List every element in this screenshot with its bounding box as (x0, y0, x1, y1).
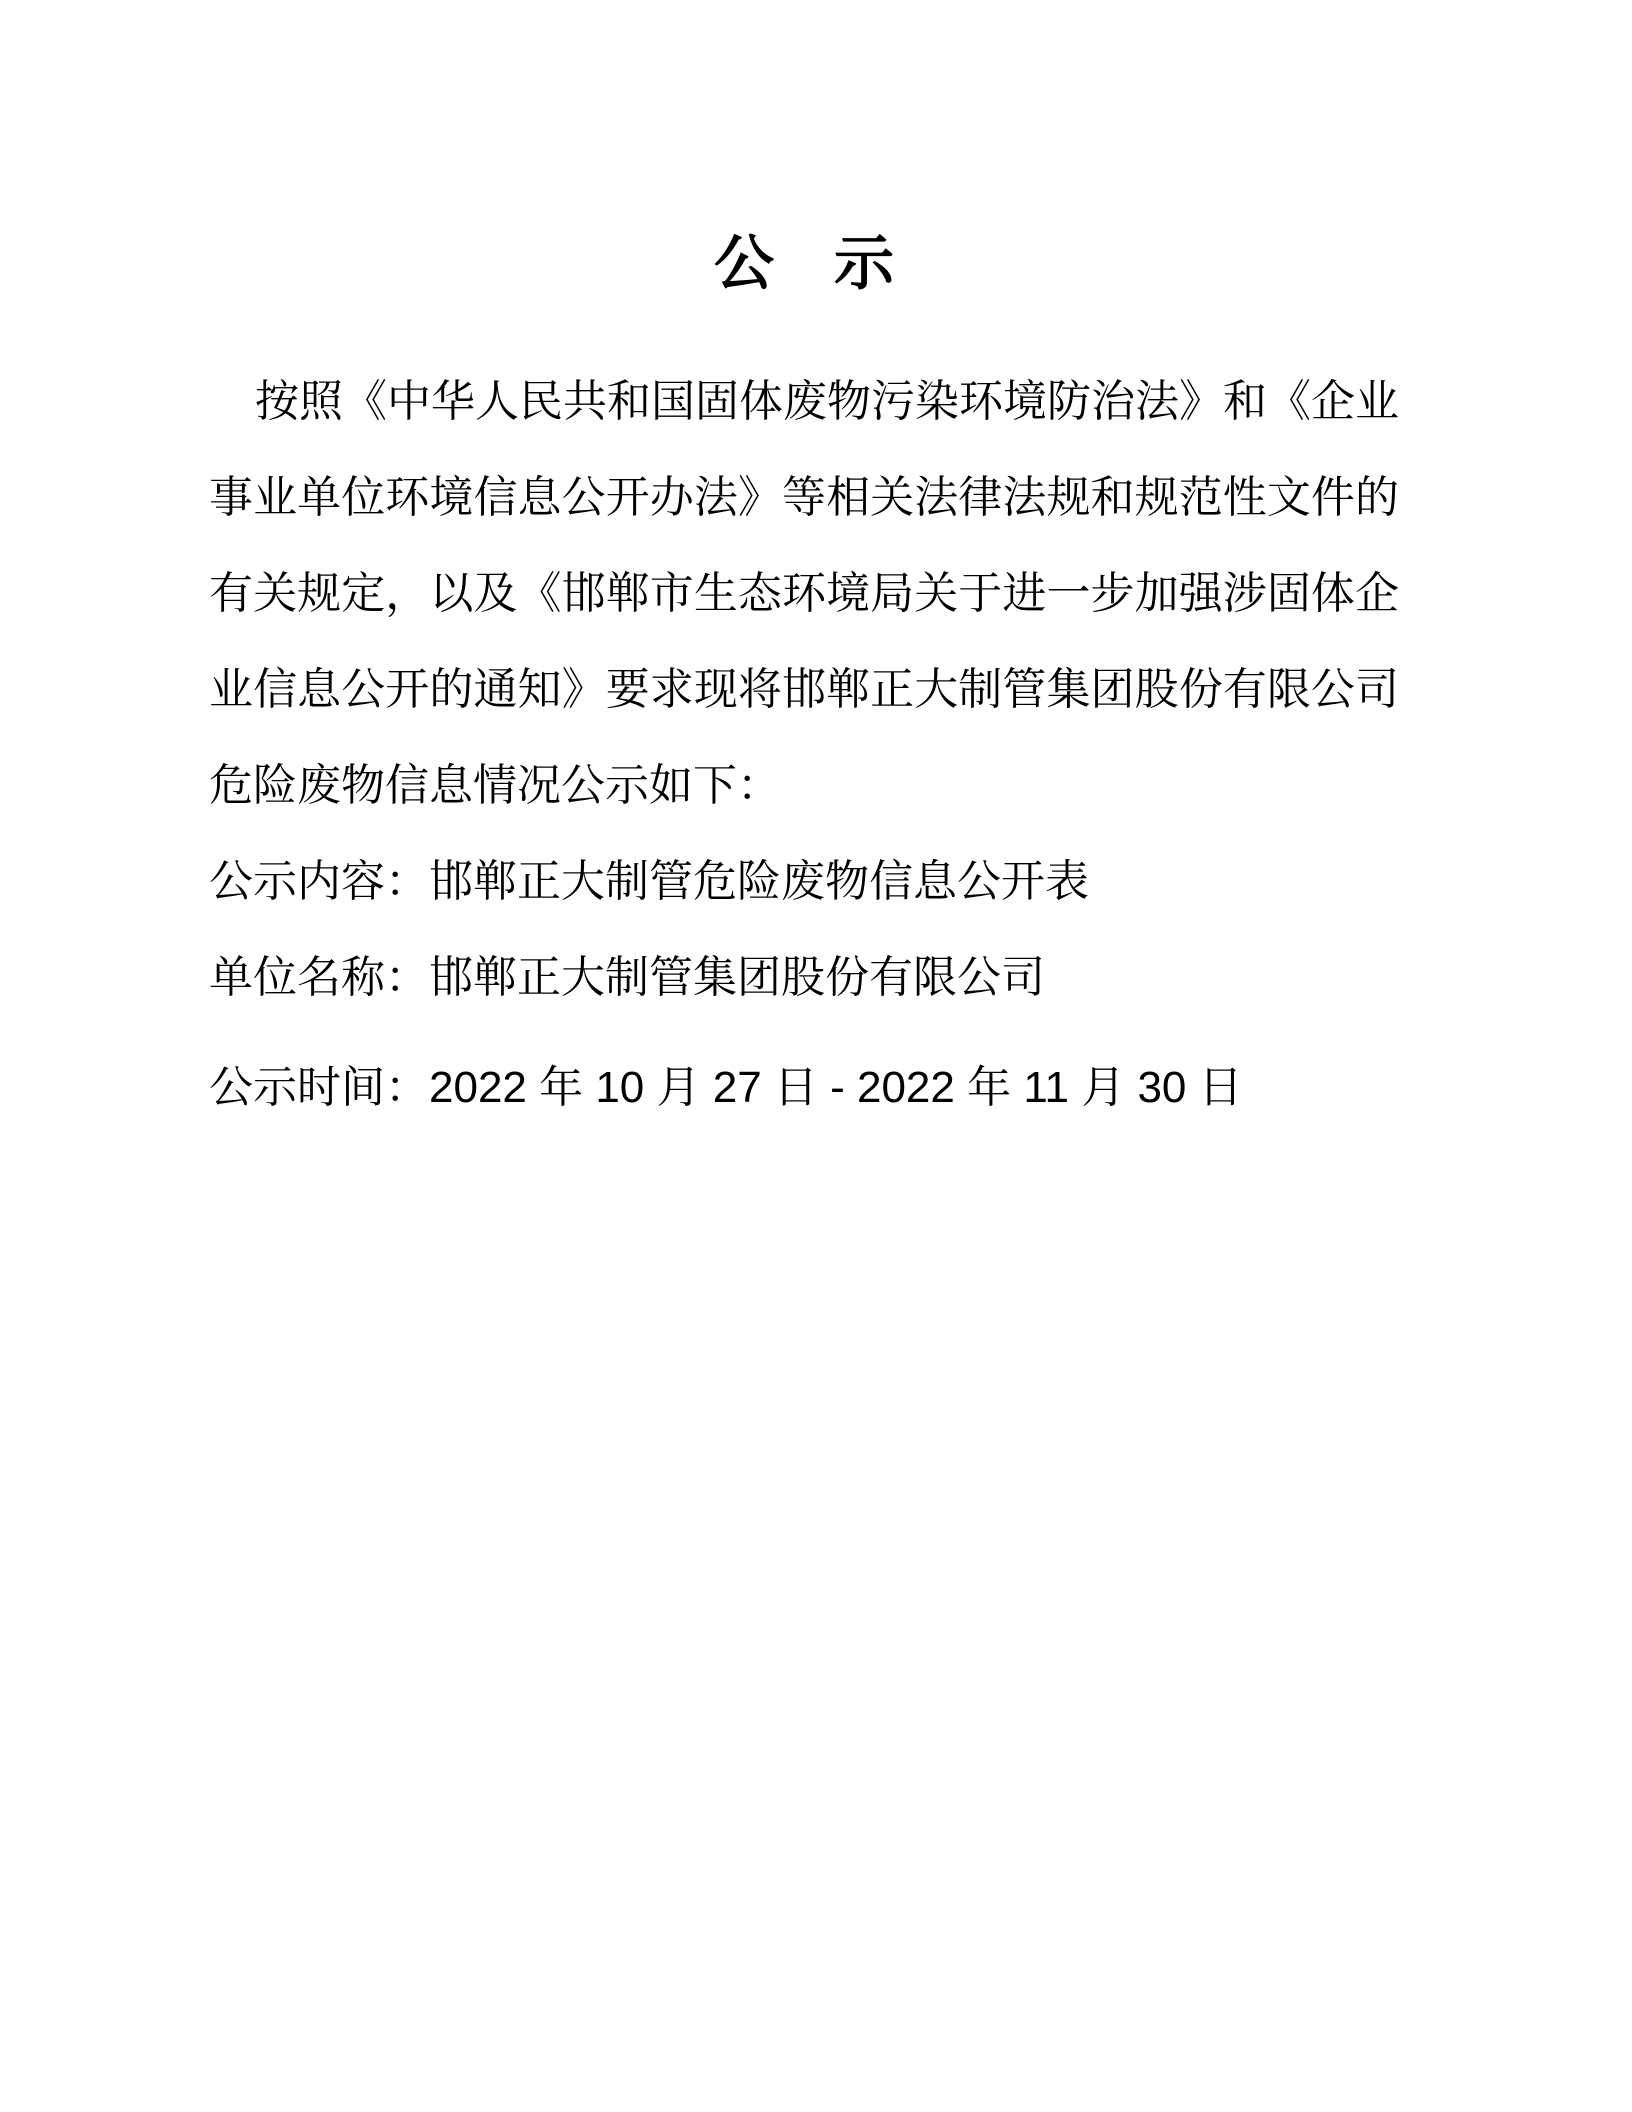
document-content (209, 0, 1399, 1136)
notice-body-paragraph: 按照《中华人民共和国固体废物污染环境防治法》和《企业事业单位环境信息公开办法》等相关法律法规和规范性文件的有关规定，以及《邯郸市生态环境局关于进一步加强涉固体企业信息公开的通知》要求现将邯郸正大制管集团股份有限公司危险废物信息情况公示如下： (209, 377, 1399, 810)
notice-time-line: 公示时间：2022 年 10 月 27 日 - 2022 年 11 月 30 日 (209, 1063, 1243, 1112)
notice-unit-line: 单位名称：邯郸正大制管集团股份有限公司 (209, 953, 1045, 1002)
notice-content-line: 公示内容：邯郸正大制管危险废物信息公开表 (209, 857, 1089, 906)
document-title: 公 示 (714, 230, 894, 297)
